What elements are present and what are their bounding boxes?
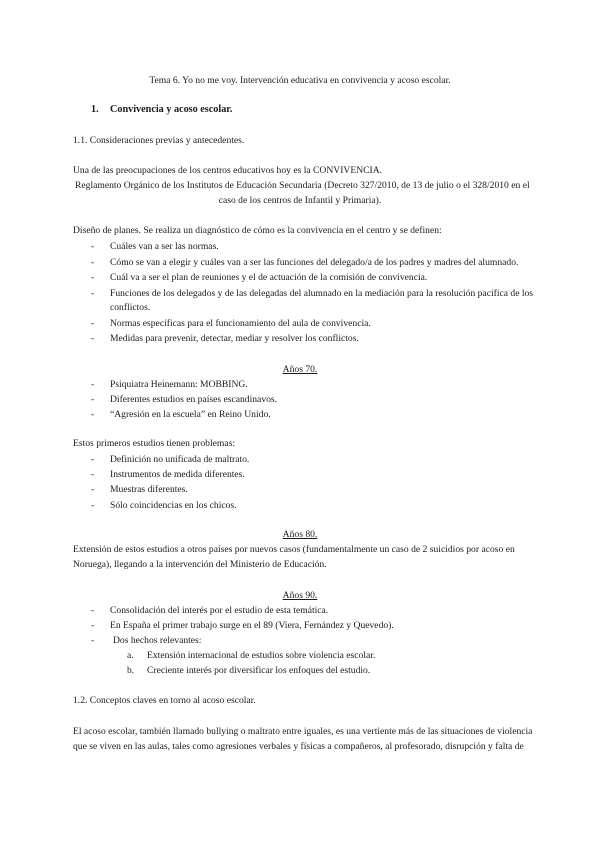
bullet-dash: -: [91, 409, 95, 420]
document-title: Tema 6. Yo no me voy. Intervención educativa en convivencia y acoso escolar.: [149, 75, 451, 86]
bullet-dash: -: [91, 500, 95, 511]
sublist-marker: b.: [127, 665, 135, 676]
list-item: Sólo coincidencias en los chicos.: [110, 500, 237, 511]
anos80-line-1: Extensión de estos estudios a otros países por nuevos casos (fundamentalmente un caso de 2 suicidios por acoso en: [73, 544, 515, 555]
sublist-marker: a.: [127, 650, 134, 661]
bullet-dash: -: [91, 484, 95, 495]
section-number: 1.: [91, 104, 99, 115]
section-heading: Convivencia y acoso escolar.: [110, 104, 233, 115]
bullet-dash: -: [91, 635, 95, 646]
list-item: Diferentes estudios en países escandinavos.: [110, 394, 278, 405]
list-item-continuation: conflictos.: [110, 302, 151, 313]
list-item: Normas específicas para el funcionamiento del aula de convivencia.: [110, 318, 371, 329]
bullet-dash: -: [91, 394, 95, 405]
bullet-dash: -: [91, 241, 95, 252]
list-item: Psiquiatra Heinemann: MOBBING.: [110, 379, 248, 390]
bullet-dash: -: [91, 257, 95, 268]
list-item: Definición no unificada de maltrato.: [110, 454, 250, 465]
list-item: Cuáles van a ser las normas.: [110, 241, 219, 252]
list-item: Dos hechos relevantes:: [113, 635, 202, 646]
bullet-dash: -: [91, 318, 95, 329]
sublist-item: Extensión internacional de estudios sobre violencia escolar.: [147, 650, 376, 661]
problemas-lead: Estos primeros estudios tienen problemas:: [73, 438, 236, 449]
anos80-line-2: Noruega), llegando a la intervención del Ministerio de Educación.: [73, 559, 327, 570]
list-item: Cuál va a ser el plan de reuniones y el de actuación de la comisión de convivencia.: [110, 272, 428, 283]
intro-line-2: Reglamento Orgánico de los Institutos de Educación Secundaria (Decreto 327/2010, de 13 de julio o el 328/2010 en el: [75, 180, 530, 191]
list-item: Muestras diferentes.: [110, 484, 188, 495]
bullet-dash: -: [91, 620, 95, 631]
list-item: Funciones de los delegados y de las delegadas del alumnado en la mediación para la resolución pacífica de los: [110, 288, 534, 299]
bullet-dash: -: [91, 454, 95, 465]
heading-anos-70: Años 70.: [282, 364, 318, 375]
subsection-heading-1-1: 1.1. Consideraciones previas y antecedentes.: [73, 135, 245, 146]
closing-line-2: que se viven en las aulas, tales como agresiones verbales y físicas a compañeros, al profesorado, disrupción y falta de: [73, 741, 524, 752]
list-item: Medidas para prevenir, detectar, mediar y resolver los conflictos.: [110, 333, 359, 344]
bullet-dash: -: [91, 469, 95, 480]
subsection-heading-1-2: 1.2. Conceptos claves en torno al acoso escolar.: [73, 695, 256, 706]
bullet-dash: -: [91, 288, 95, 299]
bullet-dash: -: [91, 333, 95, 344]
list-item: Instrumentos de medida diferentes.: [110, 469, 245, 480]
planes-lead: Diseño de planes. Se realiza un diagnóstico de cómo es la convivencia en el centro y se definen:: [73, 225, 442, 236]
sublist-item: Creciente interés por diversificar los enfoques del estudio.: [147, 665, 371, 676]
list-item: Cómo se van a elegir y cuáles van a ser las funciones del delegado/a de los padres y madres del alumnado.: [110, 257, 519, 268]
list-item: “Agresión en la escuela” en Reino Unido.: [110, 409, 271, 420]
list-item: En España el primer trabajo surge en el 89 (Viera, Fernández y Quevedo).: [110, 620, 394, 631]
heading-anos-80: Años 80.: [282, 529, 318, 540]
bullet-dash: -: [91, 605, 95, 616]
intro-line-1: Una de las preocupaciones de los centros educativos hoy es la CONVIVENCIA.: [73, 165, 383, 176]
heading-anos-90: Años 90.: [282, 590, 318, 601]
closing-line-1: El acoso escolar, también llamado bullying o maltrato entre iguales, es una vertiente más de las situaciones de violencia: [73, 726, 533, 737]
intro-line-3: caso de los centros de Infantil y Primaria).: [218, 195, 382, 206]
list-item: Consolidación del interés por el estudio de esta temática.: [110, 605, 329, 616]
bullet-dash: -: [91, 272, 95, 283]
bullet-dash: -: [91, 379, 95, 390]
